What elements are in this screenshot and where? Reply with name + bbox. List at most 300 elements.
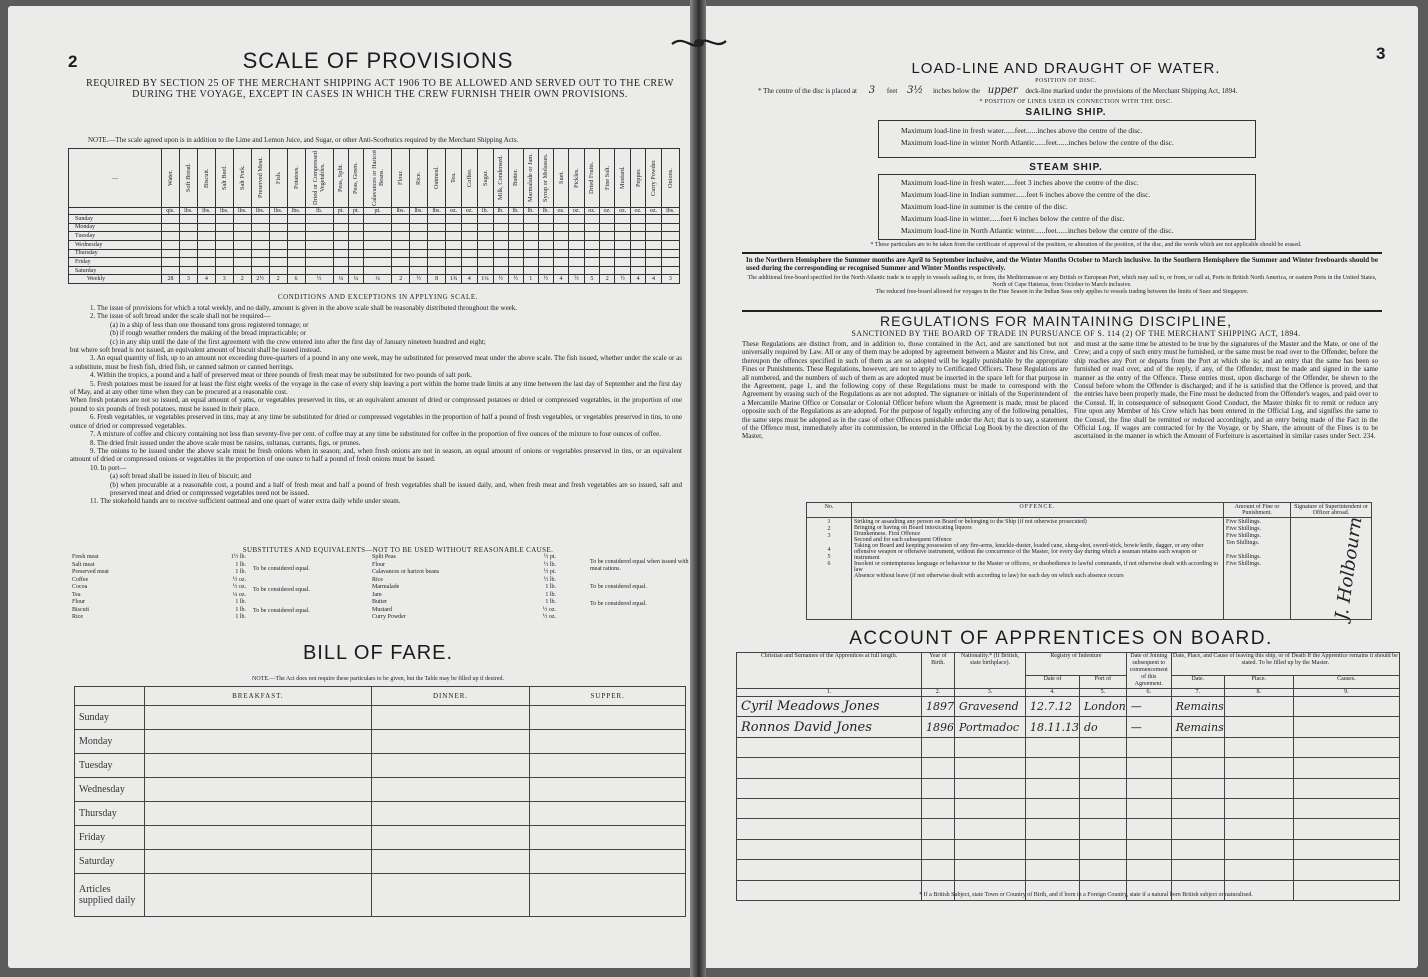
- weekly-value: 4: [197, 275, 215, 284]
- offence-fine: Ten Shillings.: [1226, 540, 1260, 546]
- condition-item: 5. Fresh potatoes must be issued for at least the first eight weeks of the voyage in the case of every ship leaving a port within the home trade limits at any time between the last day of September and the first day of May, and at any other time when they can be procured at a reasonable cost.: [70, 379, 682, 397]
- table-row: [69, 223, 680, 232]
- provision-cell: [646, 266, 661, 275]
- substitute-item: Fresh meat: [72, 554, 99, 560]
- apprentice-cell: [1079, 778, 1126, 798]
- provision-cell: [162, 266, 180, 275]
- conditions-heading: CONDITIONS AND EXCEPTIONS IN APPLYING SCALE.: [277, 293, 479, 301]
- unit-cell: oz.: [615, 208, 630, 215]
- fare-row: [75, 826, 686, 850]
- provision-cell: [493, 215, 508, 224]
- condition-item: (b) if rough weather renders the making of the bread impracticable; or: [110, 329, 307, 338]
- provision-cell: [348, 232, 363, 241]
- substitute-item: Preserved meat: [72, 569, 109, 575]
- provision-column-header: Suet.: [553, 149, 568, 208]
- provision-cell: [179, 266, 197, 275]
- apprentice-cell: [737, 798, 922, 818]
- provision-cell: [477, 266, 493, 275]
- provision-cell: [197, 223, 215, 232]
- weekly-value: 3: [215, 275, 233, 284]
- apprentice-cell: [1293, 717, 1399, 737]
- provision-cell: [569, 240, 584, 249]
- apprentice-cell: [1171, 860, 1224, 880]
- provision-cell: [508, 215, 523, 224]
- apprentice-cell: [1126, 758, 1171, 778]
- substitute-item: Jam: [372, 591, 382, 598]
- apprentices-footnote: * If a British Subject, state Town or Country of Birth, and if born in a Foreign Country, state if a natural born British subject or naturalised.: [919, 892, 1253, 898]
- provision-cell: [446, 258, 462, 267]
- subst-note: To be considered equal when issued with meat rations.: [590, 559, 689, 572]
- provision-cell: [348, 266, 363, 275]
- provision-cell: [428, 266, 446, 275]
- offence-text: Absence without leave (if not otherwise dealt with according to law) for each day on which such absence occurs: [854, 573, 1124, 579]
- col-header: Nationality.* (If British, state birthplace).: [955, 653, 1026, 689]
- provision-cell: [646, 215, 661, 224]
- apprentice-cell: [1171, 839, 1224, 859]
- provision-column-header: Oatmeal.: [428, 149, 446, 208]
- disc-text: inches below the: [932, 87, 980, 95]
- substitute-row: [370, 569, 558, 577]
- provision-cell: [630, 249, 645, 258]
- weekly-value: 1¼: [477, 275, 493, 284]
- substitutes-right-notes: [590, 559, 690, 608]
- substitutes-left-notes: [253, 564, 363, 615]
- condition-item: 9. The onions to be issued under the above scale must be fresh onions when in season; and, when fresh onions are not in season, an equal amount of onions or vegetables preserved in tins, or an equivalent amount of dried or compressed onions or vegetables in the proportion of one ounce to half a pound of fresh onions must be issued.: [70, 446, 682, 464]
- substitute-row: [370, 577, 558, 585]
- provision-column-header: Preserved Meat.: [251, 149, 269, 208]
- sailing-ship-box: [878, 120, 1256, 158]
- provision-cell: [162, 223, 180, 232]
- provision-cell: [215, 258, 233, 267]
- provision-cell: [630, 215, 645, 224]
- provision-cell: [477, 258, 493, 267]
- offence-number: [809, 540, 849, 547]
- apprentice-cell: [1293, 860, 1399, 880]
- offence-text: Striking or assaulting any person on Board or belonging to the Ship (if not otherwise prosecuted): [854, 519, 1087, 525]
- subtitle: REQUIRED BY SECTION 25 OF THE MERCHANT SHIPPING ACT 1906 TO BE ALLOWED AND SERVED OUT TO THE CREW DURING THE VOYAGE, EXCEPT IN CASES IN WHICH THE CREW FURNISH THEIR OWN PROVISIONS.: [86, 78, 674, 100]
- apprentice-cell: [922, 798, 955, 818]
- provision-cell: [493, 249, 508, 258]
- provision-cell: [392, 240, 410, 249]
- unit-cell: oz.: [646, 208, 661, 215]
- provision-cell: [584, 215, 599, 224]
- apprentice-cell: [1126, 737, 1171, 757]
- provision-cell: [523, 223, 538, 232]
- weekly-value: 4: [462, 275, 477, 284]
- substitutes-heading: SUBSTITUTES AND EQUIVALENTS—NOT TO BE USED WITHOUT REASONABLE CAUSE.: [242, 546, 554, 554]
- provision-cell: [410, 223, 428, 232]
- unit-cell: oz.: [569, 208, 584, 215]
- right-page: [706, 6, 1418, 968]
- provision-cell: [348, 249, 363, 258]
- substitute-row: [70, 562, 248, 570]
- provision-cell: [363, 249, 391, 258]
- substitute-row: [70, 599, 248, 607]
- provision-cell: [661, 232, 679, 241]
- provision-cell: [392, 215, 410, 224]
- weekly-value: 4: [630, 275, 645, 284]
- provision-column-header: Curry Powder.: [646, 149, 661, 208]
- handwritten-entry: Remains: [1175, 720, 1224, 734]
- table-row: [69, 266, 680, 275]
- provision-cell: [233, 258, 251, 267]
- provision-cell: [363, 215, 391, 224]
- handwritten-entry: do: [1083, 720, 1098, 734]
- provision-cell: [446, 232, 462, 241]
- offence-fine: Five Shillings.: [1226, 561, 1262, 567]
- provision-cell: [477, 249, 493, 258]
- regulations-text-right: and must at the same time be attested to be true by the signatures of the Master and the Mate, or one of the Crew; and a copy of such entry must be furnished, or the same must be read over to the Offender, before the ship reaches any Port or departs from the Port at which she is; and an entry that the same has been so furnished or read over, and of the reply, if any, of the Offender, must be made and signed in the same manner as the entry of the Offence. These entries must, upon discharge of the Offender, be shewn to the Consul before whom the Offender is discharged; and if he is satisfied that the Offence is proved, and that the entries have been properly made, the Fine must be deducted from the Offender's wages, and paid over to the Consul. If, in consequence of subsequent Good Conduct, the Master thinks fit to remit or reduce any Fine upon any Member of his Crew which has been entered in the Official Log, and signifies the same to the Consul, the fine shall be remitted or reduced accordingly, and an entry being made of the Fact in the Official Log. If wages are contracted for by the Voyage, or by Share, the amount of the Fines is to be ascertained in the manner in which the Amount of Forfeiture is ascertained in similar cases under Sect. 234.: [1074, 340, 1378, 441]
- col-header: Causes.: [1293, 676, 1399, 689]
- substitute-item: Tea: [72, 591, 81, 598]
- loadline-title: LOAD-LINE AND DRAUGHT OF WATER.: [911, 60, 1221, 77]
- steam-ship-heading: STEAM SHIP.: [1029, 162, 1103, 173]
- apprentice-cell: [1224, 839, 1293, 859]
- substitute-qty: 1½ lb.: [230, 554, 246, 560]
- substitute-item: Mustard: [372, 606, 392, 613]
- substitute-item: Butter: [372, 599, 387, 605]
- provision-cell: [269, 223, 287, 232]
- provision-column-header: Biscuit.: [197, 149, 215, 208]
- provision-cell: [251, 258, 269, 267]
- weekly-value: ½: [305, 275, 333, 284]
- apprentice-cell: [1079, 758, 1126, 778]
- apprentice-cell: [1171, 697, 1224, 717]
- col-header: SUPPER.: [530, 687, 686, 706]
- apprentice-cell: [1293, 697, 1399, 717]
- offence-fine: Five Shillings.: [1226, 533, 1262, 539]
- provision-cell: [410, 266, 428, 275]
- handwritten-entry: 18.11.13: [1030, 720, 1079, 734]
- apprentice-cell: [1079, 737, 1126, 757]
- fare-cell: [145, 826, 372, 850]
- apprentice-cell: [1126, 798, 1171, 818]
- provision-column-header: Onions.: [661, 149, 679, 208]
- provision-cell: [428, 215, 446, 224]
- weekly-label: Weekly: [69, 275, 162, 284]
- apprentice-cell: [1126, 697, 1171, 717]
- provision-column-header: Salt Beef.: [215, 149, 233, 208]
- offence-fine: Five Shillings.: [1226, 554, 1262, 560]
- provision-cell: [287, 223, 305, 232]
- disc-text: feet: [886, 87, 898, 95]
- apprentice-cell: [922, 697, 955, 717]
- provision-cell: [630, 258, 645, 267]
- provision-cell: [661, 249, 679, 258]
- substitute-qty: 1 lb.: [545, 591, 556, 598]
- provision-column-header: Dried or Compressed Vegetables.: [305, 149, 333, 208]
- provision-cell: [215, 249, 233, 258]
- apprentices-table: [736, 652, 1400, 901]
- provision-cell: [508, 258, 523, 267]
- condition-item: (a) soft bread shall be issued in lieu of biscuit; and: [110, 472, 252, 481]
- fare-cell: [530, 730, 686, 754]
- apprentice-cell: [1126, 860, 1171, 880]
- col-header: Date of Joining subsequent to commencement of this Agreement.: [1126, 653, 1171, 689]
- disc-inches: 3½: [907, 85, 924, 96]
- apprentice-cell: [1171, 758, 1224, 778]
- provision-column-header: Pickles.: [569, 149, 584, 208]
- fare-cell: [530, 826, 686, 850]
- unit-cell: lb.: [477, 208, 493, 215]
- provision-cell: [538, 266, 553, 275]
- provision-cell: [179, 258, 197, 267]
- col-header: Registry of Indenture: [1026, 653, 1127, 676]
- table-row: [69, 215, 680, 224]
- provision-cell: [630, 266, 645, 275]
- provision-cell: [569, 258, 584, 267]
- provision-cell: [477, 232, 493, 241]
- unit-cell: lbs.: [251, 208, 269, 215]
- provision-cell: [410, 215, 428, 224]
- provision-cell: [333, 266, 348, 275]
- provision-cell: [553, 240, 568, 249]
- provision-cell: [233, 223, 251, 232]
- substitute-row: [70, 607, 248, 615]
- provision-column-header: Peas, Green.: [348, 149, 363, 208]
- substitute-row: [370, 592, 558, 600]
- provision-cell: [600, 258, 615, 267]
- provision-cell: [179, 232, 197, 241]
- provision-cell: [646, 223, 661, 232]
- col-header: Date of: [1026, 676, 1080, 689]
- weekly-value: ½: [569, 275, 584, 284]
- fare-day: Friday: [75, 826, 145, 850]
- left-page: [8, 6, 690, 968]
- provision-cell: [538, 258, 553, 267]
- provision-cell: [446, 249, 462, 258]
- apprentice-cell: [1293, 839, 1399, 859]
- substitute-item: Cocoa: [72, 584, 88, 590]
- weekly-value: 2: [269, 275, 287, 284]
- column-number: 1.: [737, 689, 922, 697]
- weekly-value: 1¾: [446, 275, 462, 284]
- apprentice-cell: [1026, 798, 1080, 818]
- provision-cell: [508, 249, 523, 258]
- provision-cell: [363, 258, 391, 267]
- unit-cell: lb.: [493, 208, 508, 215]
- weekly-value: ¼: [333, 275, 348, 284]
- provision-cell: [363, 232, 391, 241]
- apprentice-row: [737, 819, 1400, 839]
- weekly-value: 2: [392, 275, 410, 284]
- handwritten-entry: Gravesend: [959, 700, 1019, 714]
- offences-table: [806, 502, 1372, 620]
- provision-cell: [287, 258, 305, 267]
- fare-cell: [145, 850, 372, 874]
- subst-note: To be considered equal.: [590, 601, 647, 607]
- loadline-row: Maximum load-line in Indian summer......feet 6 inches above the centre of the disc.: [901, 190, 1151, 199]
- unit-cell: pt.: [363, 208, 391, 215]
- weekly-value: 6: [287, 275, 305, 284]
- apprentice-cell: [1293, 737, 1399, 757]
- provision-column-header: Water.: [162, 149, 180, 208]
- weekly-value: 1: [523, 275, 538, 284]
- column-number: 7.: [1171, 689, 1224, 697]
- offence-text: Insolent or contemptuous language or behaviour to the Master or officers, or disobedience to lawful commands, if not otherwise dealt with according to law: [854, 561, 1219, 573]
- provision-cell: [333, 240, 348, 249]
- fare-cell: [530, 802, 686, 826]
- provision-cell: [215, 215, 233, 224]
- condition-item: 1. The issue of provisions for which a total weekly, and no daily, amount is given in the above scale shall be reasonably distributed throughout the week.: [90, 304, 518, 312]
- weekly-value: ½: [493, 275, 508, 284]
- apprentice-cell: [1224, 860, 1293, 880]
- loadline-row: Maximum load-line in winter North Atlantic......feet......inches below the centre of the disc.: [901, 138, 1174, 147]
- weekly-value: 4: [646, 275, 661, 284]
- apprentice-cell: [922, 778, 955, 798]
- provision-cell: [523, 232, 538, 241]
- apprentice-cell: [1293, 798, 1399, 818]
- substitute-qty: 1 lb.: [235, 599, 246, 605]
- offence-text: Second and for each subsequent Offence: [854, 537, 952, 543]
- provision-cell: [615, 240, 630, 249]
- provision-cell: [508, 232, 523, 241]
- provision-cell: [508, 240, 523, 249]
- offence-fine: Five Shillings.: [1226, 526, 1262, 532]
- provision-cell: [462, 249, 477, 258]
- provision-cell: [333, 249, 348, 258]
- day-label: Thursday: [69, 249, 162, 258]
- provision-cell: [584, 266, 599, 275]
- handwritten-entry: —: [1130, 720, 1142, 734]
- substitute-item: Rice: [72, 614, 83, 620]
- fare-row: [75, 874, 686, 917]
- provision-cell: [363, 240, 391, 249]
- apprentice-cell: [1293, 758, 1399, 778]
- provision-cell: [569, 215, 584, 224]
- fare-cell: [530, 754, 686, 778]
- fare-cell: [530, 874, 686, 917]
- col-header: Signature of Superintendent or Officer abroad.: [1291, 503, 1372, 518]
- apprentice-cell: [1079, 697, 1126, 717]
- provision-cell: [523, 266, 538, 275]
- provision-cell: [523, 215, 538, 224]
- apprentice-cell: [955, 697, 1026, 717]
- provision-cell: [215, 266, 233, 275]
- loadline-row: Maximum load-line in summer is the centre of the disc.: [901, 202, 1068, 211]
- bill-note: NOTE.—The Act does not require these particulars to be given, but the Table may be filled up if desired.: [252, 676, 504, 682]
- day-label: Saturday: [69, 266, 162, 275]
- loadline-row: Maximum load-line in fresh water......feet......inches above the centre of the disc.: [901, 126, 1143, 135]
- offence-number: 3: [827, 533, 831, 539]
- offence-text: Drunkenness. First Offence: [854, 531, 921, 537]
- fare-cell: [371, 874, 530, 917]
- weekly-value: 3: [179, 275, 197, 284]
- provision-cell: [333, 223, 348, 232]
- substitute-item: Curry Powder: [372, 614, 406, 620]
- offence-number: 2: [827, 526, 831, 532]
- unit-cell: lb.: [508, 208, 523, 215]
- col-header: Place.: [1224, 676, 1293, 689]
- freeboard-note: The additional free-board specified for the North Atlantic trade is to apply to vessels sailing to, or from, the Mediterranean or any British or European Port, which may sail to, or from, or call at, Ports in British North America, or eastern Ports in the United States, North of Cape Hatteras, from October to March inclusive.: [747, 274, 1377, 288]
- provision-cell: [523, 258, 538, 267]
- provision-cell: [428, 240, 446, 249]
- disc-text: * The centre of the disc is placed at: [758, 87, 857, 95]
- apprentice-cell: [1171, 819, 1224, 839]
- apprentice-cell: [1224, 758, 1293, 778]
- weekly-value: 28: [162, 275, 180, 284]
- weekly-value: 5: [584, 275, 599, 284]
- provision-cell: [615, 258, 630, 267]
- handwritten-entry: Portmadoc: [959, 720, 1020, 734]
- fare-day: Sunday: [75, 706, 145, 730]
- apprentice-cell: [737, 819, 922, 839]
- provision-cell: [600, 266, 615, 275]
- substitute-qty: 1 lb.: [235, 569, 246, 575]
- provision-cell: [553, 215, 568, 224]
- day-label: Tuesday: [69, 232, 162, 241]
- offence-number: 6: [827, 561, 831, 567]
- offence-text: Taking on Board and keeping possession of any fire-arms, knuckle-duster, loaded cane, slung-shot, sword-stick, bowie knife, dagger, or any other offensive weapon or offensive instrument, without the concurrence of the Master, for every day during which a seaman retains such weapon or instrument: [854, 543, 1204, 561]
- unit-cell: lbs.: [410, 208, 428, 215]
- provision-cell: [600, 223, 615, 232]
- unit-cell: qts.: [162, 208, 180, 215]
- provision-cell: [410, 249, 428, 258]
- condition-item: 10. In port—: [90, 463, 127, 472]
- substitute-item: Salt meat: [72, 561, 95, 568]
- loadline-row: Maximum load-line in North Atlantic winter......feet......inches below the centre of the disc.: [901, 226, 1174, 235]
- apprentice-row: [737, 839, 1400, 859]
- handwritten-entry: Cyril Meadows Jones: [741, 699, 880, 715]
- disc-feet: 3: [868, 85, 876, 96]
- substitute-item: Rice: [372, 576, 383, 583]
- apprentice-cell: [922, 839, 955, 859]
- apprentice-cell: [1171, 737, 1224, 757]
- fare-cell: [371, 754, 530, 778]
- provision-cell: [553, 249, 568, 258]
- unit-cell: pt.: [333, 208, 348, 215]
- provision-cell: [600, 249, 615, 258]
- apprentice-cell: [1224, 717, 1293, 737]
- subst-note: To be considered equal.: [253, 608, 310, 614]
- provision-cell: [197, 240, 215, 249]
- handwritten-entry: London: [1083, 700, 1126, 714]
- provision-cell: [630, 232, 645, 241]
- provision-cell: [233, 232, 251, 241]
- apprentice-cell: [1224, 737, 1293, 757]
- fare-cell: [145, 754, 372, 778]
- apprentice-cell: [922, 717, 955, 737]
- apprentice-cell: [1224, 778, 1293, 798]
- apprentice-cell: [1126, 778, 1171, 798]
- provision-cell: [348, 258, 363, 267]
- provision-cell: [661, 215, 679, 224]
- provision-cell: [251, 232, 269, 241]
- substitute-item: Calavances or haricot beans: [372, 569, 440, 575]
- apprentice-cell: [955, 778, 1026, 798]
- provision-cell: [269, 240, 287, 249]
- fare-day: Thursday: [75, 802, 145, 826]
- day-label: Sunday: [69, 215, 162, 224]
- apprentice-cell: [1293, 778, 1399, 798]
- apprentice-cell: [1171, 717, 1224, 737]
- weekly-value: 2½: [251, 275, 269, 284]
- provision-cell: [462, 258, 477, 267]
- unit-cell: lbs.: [661, 208, 679, 215]
- weekly-value: 8: [428, 275, 446, 284]
- fare-day: Wednesday: [75, 778, 145, 802]
- apprentice-cell: [955, 758, 1026, 778]
- substitute-qty: ¼ oz.: [232, 591, 246, 598]
- condition-item: When fresh potatoes are not so issued, an equal amount of yams, or vegetables preserved in tins, or an equivalent amount of dried or compressed potatoes or dried or compressed vegetables, in the proportion of one pound to six pounds of fresh potatoes, must be issued in their place.: [70, 396, 682, 413]
- fare-row: [75, 730, 686, 754]
- provision-cell: [392, 249, 410, 258]
- provision-cell: [553, 223, 568, 232]
- substitute-row: [370, 599, 558, 607]
- col-header: BREAKFAST.: [145, 687, 372, 706]
- apprentice-row: [737, 717, 1400, 737]
- provision-cell: [233, 249, 251, 258]
